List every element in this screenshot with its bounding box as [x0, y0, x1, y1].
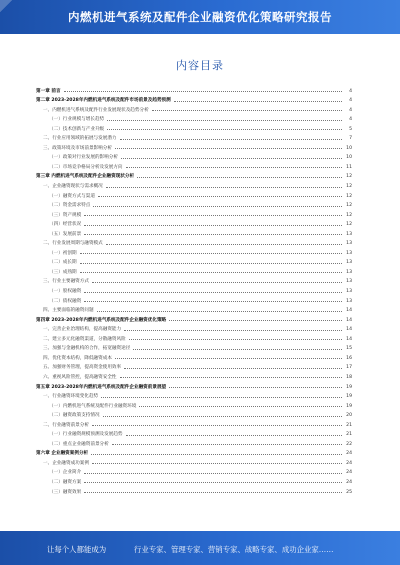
toc-entry-label: 一、完善企业治理结构，提高融资能力 — [43, 327, 122, 333]
toc-dot-leader — [84, 224, 342, 226]
toc-entry-label: （一）融资方式与渠道 — [49, 193, 95, 199]
toc-entry-page: 21 — [346, 422, 352, 428]
toc-entry[interactable] — [36, 141, 352, 151]
toc-dot-leader — [133, 348, 342, 350]
toc-entry-page: 14 — [346, 317, 352, 323]
toc-entry-page: 13 — [346, 269, 352, 275]
toc-entry-page: 22 — [346, 441, 352, 447]
toc-entry[interactable] — [36, 265, 352, 275]
toc-entry-page: 13 — [346, 279, 352, 285]
toc-entry-page: 20 — [346, 413, 352, 419]
toc-entry-label: 第二章 2023-2028年内燃机进气系统及配件市场前景及趋势预测 — [36, 98, 171, 104]
toc-entry[interactable] — [36, 418, 352, 428]
toc-entry-page: 19 — [346, 403, 352, 409]
toc-entry-label: 四、优化资本结构，降低融资成本 — [43, 355, 112, 361]
toc-entry-page: 18 — [346, 374, 352, 380]
toc-entry[interactable] — [36, 151, 352, 161]
toc-entry[interactable] — [36, 256, 352, 266]
toc-entry[interactable] — [36, 227, 352, 237]
toc-entry-page: 12 — [346, 222, 352, 228]
toc-entry[interactable] — [36, 160, 352, 170]
toc-dot-leader — [152, 109, 342, 111]
toc-dot-leader — [84, 481, 342, 483]
toc-entry-label: 第三章 内燃机进气系统及配件企业融资现状分析 — [36, 174, 135, 180]
toc-dot-leader — [112, 443, 342, 445]
toc-entry[interactable] — [36, 94, 352, 104]
toc-entry-page: 14 — [346, 327, 352, 333]
toc-entry[interactable] — [36, 456, 352, 466]
toc-entry[interactable] — [36, 199, 352, 209]
toc-entry-label: 二、建立多元化融资渠道，分散融资风险 — [43, 336, 126, 342]
toc-entry-page: 13 — [346, 241, 352, 247]
toc-entry-label: 第四章 2023-2028年内燃机进气系统及配件企业融资优化策略 — [36, 317, 167, 323]
toc-entry[interactable] — [36, 218, 352, 228]
toc-dot-leader — [124, 367, 342, 369]
toc-entry[interactable] — [36, 361, 352, 371]
toc-entry-page: 24 — [346, 470, 352, 476]
toc-heading: 内容目录 — [176, 59, 224, 72]
toc-entry[interactable] — [36, 84, 352, 94]
toc-dot-leader — [80, 271, 342, 273]
toc-entry[interactable] — [36, 323, 352, 333]
toc-entry-page: 12 — [346, 174, 352, 180]
toc-dot-leader — [84, 491, 342, 493]
toc-entry[interactable] — [36, 304, 352, 314]
toc-entry[interactable] — [36, 342, 352, 352]
toc-entry-page: 19 — [346, 394, 352, 400]
toc-dot-leader — [91, 453, 342, 455]
toc-entry[interactable] — [36, 390, 352, 400]
toc-entry-page: 24 — [346, 451, 352, 457]
toc-entry-page: 19 — [346, 384, 352, 390]
toc-dot-leader — [84, 300, 342, 302]
toc-entry[interactable] — [36, 122, 352, 132]
toc-entry-page: 15 — [346, 346, 352, 352]
toc-entry-page: 14 — [346, 308, 352, 314]
toc-entry-label: （二）成长期 — [49, 260, 77, 266]
toc-dot-leader — [84, 214, 342, 216]
toc-entry-label: （四）经营状况 — [49, 222, 82, 228]
toc-entry[interactable] — [36, 189, 352, 199]
toc-entry-label: 二、行业应用领域的拓展与发展潜力 — [43, 136, 117, 142]
toc-entry-label: （二）资金需求特点 — [49, 203, 91, 209]
toc-entry-page: 13 — [346, 298, 352, 304]
page-header — [0, 0, 400, 34]
toc-entry-page: 4 — [349, 117, 352, 123]
toc-dot-leader — [169, 319, 342, 321]
toc-dot-leader — [169, 386, 342, 388]
toc-entry-page: 13 — [346, 231, 352, 237]
toc-entry-label: 一、企业融资成功案例 — [43, 460, 89, 466]
toc-entry[interactable] — [36, 370, 352, 380]
toc-dot-leader — [106, 243, 342, 245]
toc-dot-leader — [84, 233, 342, 235]
toc-entry[interactable] — [36, 284, 352, 294]
toc-dot-leader — [121, 157, 342, 159]
toc-entry-label: 一、行业融资环境变化趋势 — [43, 394, 99, 400]
toc-dot-leader — [107, 119, 342, 121]
toc-dot-leader — [115, 357, 342, 359]
toc-entry-label: （一）企业简介 — [49, 470, 82, 476]
toc-entry-label: 第五章 2023-2028年内燃机进气系统及配件企业融资前景展望 — [36, 384, 167, 390]
toc-entry-label: （一）行业规模与增长趋势 — [49, 117, 105, 123]
toc-entry-page: 21 — [346, 432, 352, 438]
toc-entry-page: 10 — [346, 155, 352, 161]
toc-entry-label: （一）行业融资规模预测及发展趋势 — [49, 432, 123, 438]
toc-entry-label: 三、加强与金融机构的合作，拓宽融资途径 — [43, 346, 131, 352]
toc-entry-page: 24 — [346, 460, 352, 466]
table-of-contents — [36, 84, 352, 495]
toc-entry-page: 4 — [349, 98, 352, 104]
toc-entry-page: 25 — [346, 489, 352, 495]
toc-entry-label: 三、政策环境及市场前景影响分析 — [43, 145, 112, 151]
toc-entry[interactable] — [36, 466, 352, 476]
toc-entry-label: （二）债权融资 — [49, 298, 82, 304]
page-footer — [0, 531, 400, 565]
toc-dot-leader — [84, 291, 342, 293]
toc-dot-leader — [84, 472, 342, 474]
toc-entry-page: 12 — [346, 193, 352, 199]
toc-entry-label: （二）技术创新与产业升级 — [49, 126, 105, 132]
toc-dot-leader — [120, 138, 342, 140]
toc-entry-label: 第六章 企业融资案例分析 — [36, 451, 89, 457]
toc-entry[interactable] — [36, 447, 352, 457]
toc-entry-page: 13 — [346, 289, 352, 295]
toc-entry-label: 一、内燃机进气系统及配件行业发展现状及趋势分析 — [43, 107, 149, 113]
toc-entry[interactable] — [36, 351, 352, 361]
toc-entry-label: 第一章 前言 — [36, 88, 61, 94]
toc-entry[interactable] — [36, 208, 352, 218]
toc-entry-page: 5 — [349, 126, 352, 132]
toc-entry-label: 一、企业融资现状与需求概况 — [43, 184, 103, 190]
toc-entry-page: 12 — [346, 212, 352, 218]
toc-entry-page: 12 — [346, 184, 352, 190]
toc-entry-label: （一）内燃机进气系统及配件行业融资环境 — [49, 403, 137, 409]
toc-dot-leader — [139, 405, 342, 407]
toc-entry-label: （五）发展前景 — [49, 231, 82, 237]
toc-entry[interactable] — [36, 103, 352, 113]
toc-entry[interactable] — [36, 332, 352, 342]
toc-dot-leader — [129, 338, 342, 340]
toc-entry-page: 13 — [346, 250, 352, 256]
toc-entry[interactable] — [36, 485, 352, 495]
toc-entry[interactable] — [36, 132, 352, 142]
toc-dot-leader — [174, 100, 342, 102]
toc-dot-leader — [120, 376, 342, 378]
toc-entry-page: 24 — [346, 479, 352, 485]
toc-entry[interactable] — [36, 179, 352, 189]
toc-entry[interactable] — [36, 294, 352, 304]
toc-dot-leader — [98, 195, 342, 197]
footer-slogan: 行业专家、管理专家、营销专家、战略专家、成功企业家…… — [134, 545, 334, 554]
toc-entry-label: 六、重视风险管控，提高融资安全性 — [43, 374, 117, 380]
toc-entry-page: 11 — [346, 164, 352, 170]
toc-entry-label: （一）政策对行业发展的影响分析 — [49, 155, 118, 161]
toc-entry-label: （二）融资政策支持情况 — [49, 413, 100, 419]
toc-dot-leader — [101, 396, 342, 398]
toc-entry-label: （三）融资效果 — [49, 489, 82, 495]
toc-entry[interactable] — [36, 380, 352, 390]
toc-dot-leader — [97, 310, 342, 312]
toc-entry[interactable] — [36, 237, 352, 247]
toc-dot-leader — [126, 166, 342, 168]
toc-dot-leader — [126, 434, 342, 436]
toc-dot-leader — [80, 252, 342, 254]
toc-entry[interactable] — [36, 475, 352, 485]
toc-entry-label: 四、主要面临的融资问题 — [43, 308, 94, 314]
toc-entry-page: 14 — [346, 336, 352, 342]
toc-dot-leader — [137, 176, 342, 178]
toc-entry-label: （一）初创期 — [49, 250, 77, 256]
toc-dot-leader — [64, 90, 342, 92]
toc-entry-label: 三、行业主要融资方式 — [43, 279, 89, 285]
toc-entry[interactable] — [36, 170, 352, 180]
toc-dot-leader — [106, 186, 342, 188]
toc-entry-label: （一）股权融资 — [49, 289, 82, 295]
toc-entry-label: （三）资产规模 — [49, 212, 82, 218]
toc-dot-leader — [107, 128, 342, 130]
toc-entry-page: 12 — [346, 203, 352, 209]
toc-entry[interactable] — [36, 409, 352, 419]
toc-entry-label: （二）融资方案 — [49, 479, 82, 485]
toc-entry[interactable] — [36, 275, 352, 285]
toc-entry-label: （三）成熟期 — [49, 269, 77, 275]
toc-dot-leader — [103, 415, 342, 417]
toc-entry-page: 10 — [346, 145, 352, 151]
toc-dot-leader — [93, 205, 342, 207]
toc-entry-label: 五、加强财务管理，提高资金使用效率 — [43, 365, 122, 371]
toc-entry-page: 13 — [346, 260, 352, 266]
toc-entry-page: 4 — [349, 88, 352, 94]
toc-entry[interactable] — [36, 246, 352, 256]
footer-brand: 让每个人都能成为 — [47, 545, 107, 554]
toc-entry-label: （二）市场竞争格局分析及发展方向 — [49, 164, 123, 170]
toc-entry-page: 4 — [349, 107, 352, 113]
report-title: 内燃机进气系统及配件企业融资优化策略研究报告 — [68, 10, 332, 24]
toc-entry-label: （二）重点企业融资前景分析 — [49, 441, 109, 447]
toc-entry[interactable] — [36, 437, 352, 447]
toc-dot-leader — [92, 462, 342, 464]
toc-entry[interactable] — [36, 399, 352, 409]
toc-entry-label: 二、行业融资前景分析 — [43, 422, 89, 428]
toc-entry-label: 二、行业发展周期与融资模式 — [43, 241, 103, 247]
toc-dot-leader — [92, 424, 342, 426]
toc-entry[interactable] — [36, 113, 352, 123]
toc-dot-leader — [115, 147, 342, 149]
toc-dot-leader — [92, 281, 342, 283]
toc-dot-leader — [80, 262, 342, 264]
toc-entry[interactable] — [36, 313, 352, 323]
toc-entry-page: 17 — [346, 365, 352, 371]
toc-dot-leader — [124, 329, 342, 331]
toc-entry-page: 16 — [346, 355, 352, 361]
toc-entry[interactable] — [36, 428, 352, 438]
toc-entry-page: 7 — [349, 136, 352, 142]
